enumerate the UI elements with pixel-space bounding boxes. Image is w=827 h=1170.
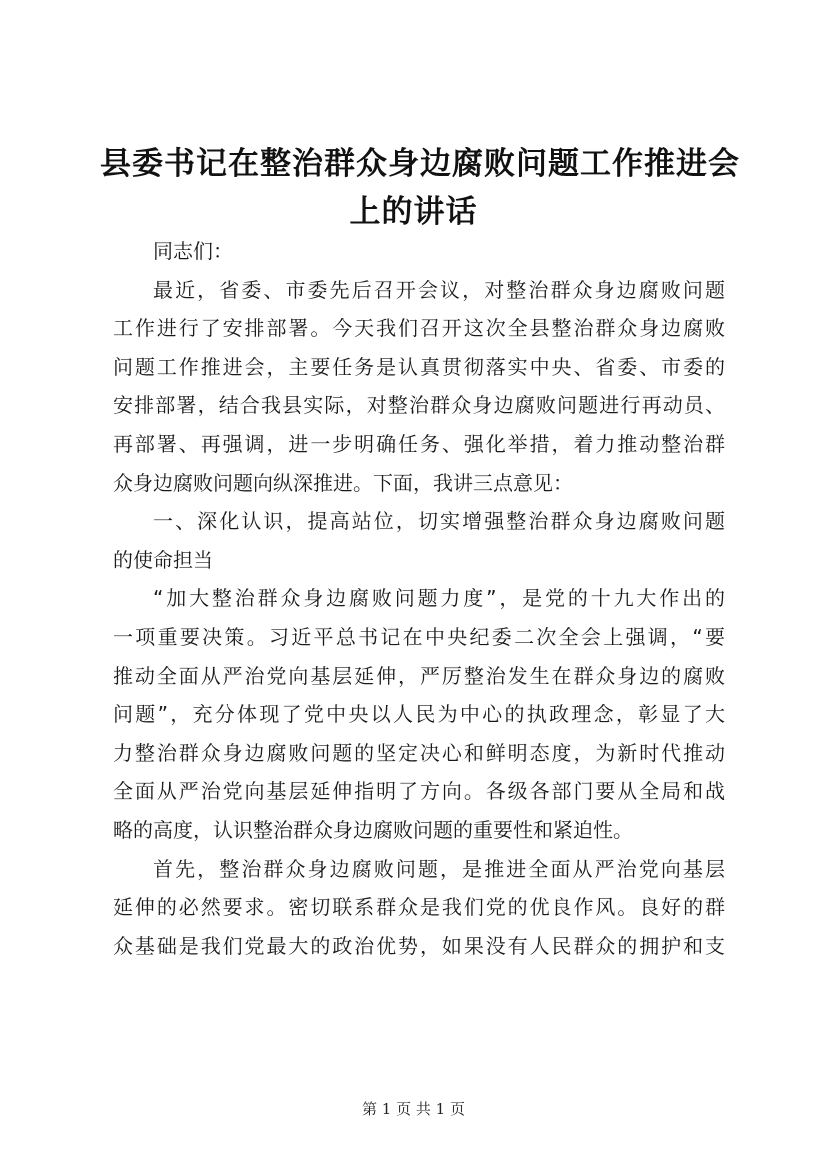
paragraph-line: 全面从严治党向基层延伸指明了方向。各级各部门要从全局和战 — [113, 779, 725, 804]
paragraph-line: “加大整治群众身边腐败问题力度”，是党的十九大作出的 — [153, 586, 725, 611]
paragraph-line: 众基础是我们党最大的政治优势，如果没有人民群众的拥护和支 — [113, 933, 725, 958]
paragraph-line: 再部署、再强调，进一步明确任务、强化举措，着力推动整治群 — [113, 431, 725, 456]
paragraph-line: 工作进行了安排部署。今天我们召开这次全县整治群众身边腐败 — [113, 316, 725, 341]
paragraph-line: 安排部署，结合我县实际，对整治群众身边腐败问题进行再动员、 — [113, 393, 725, 418]
title-line: 县委书记在整治群众身边腐败问题工作推进会 — [100, 146, 740, 182]
document-body — [113, 232, 725, 965]
salutation: 同志们： — [153, 239, 233, 263]
paragraph-line: 问题工作推进会，主要任务是认真贯彻落实中央、省委、市委的 — [113, 354, 725, 379]
paragraph-line: 问题”，充分体现了党中央以人民为中心的执政理念，彰显了大 — [113, 702, 725, 727]
paragraph-line: 首先，整治群众身边腐败问题，是推进全面从严治党向基层 — [153, 856, 725, 881]
paragraph-line: 众身边腐败问题向纵深推进。下面，我讲三点意见： — [113, 470, 573, 495]
section-heading-line: 一、深化认识，提高站位，切实增强整治群众身边腐败问题 — [153, 509, 725, 534]
paragraph-line: 最近，省委、市委先后召开会议，对整治群众身边腐败问题 — [153, 277, 725, 302]
paragraph-line: 一项重要决策。习近平总书记在中央纪委二次全会上强调，“要 — [113, 624, 725, 649]
paragraph-line: 延伸的必然要求。密切联系群众是我们党的优良作风。良好的群 — [113, 895, 725, 920]
paragraph-line: 推动全面从严治党向基层延伸，严厉整治发生在群众身边的腐败 — [113, 663, 725, 688]
title-line: 上的讲话 — [349, 194, 478, 230]
paragraph-line: 略的高度，认识整治群众身边腐败问题的重要性和紧迫性。 — [113, 817, 633, 842]
document-title — [100, 140, 740, 236]
paragraph-line: 力整治群众身边腐败问题的坚定决心和鲜明态度，为新时代推动 — [113, 740, 725, 765]
page-footer: 第 1 页 共 1 页 — [362, 1100, 465, 1118]
section-heading-line: 的使命担当 — [113, 547, 213, 572]
